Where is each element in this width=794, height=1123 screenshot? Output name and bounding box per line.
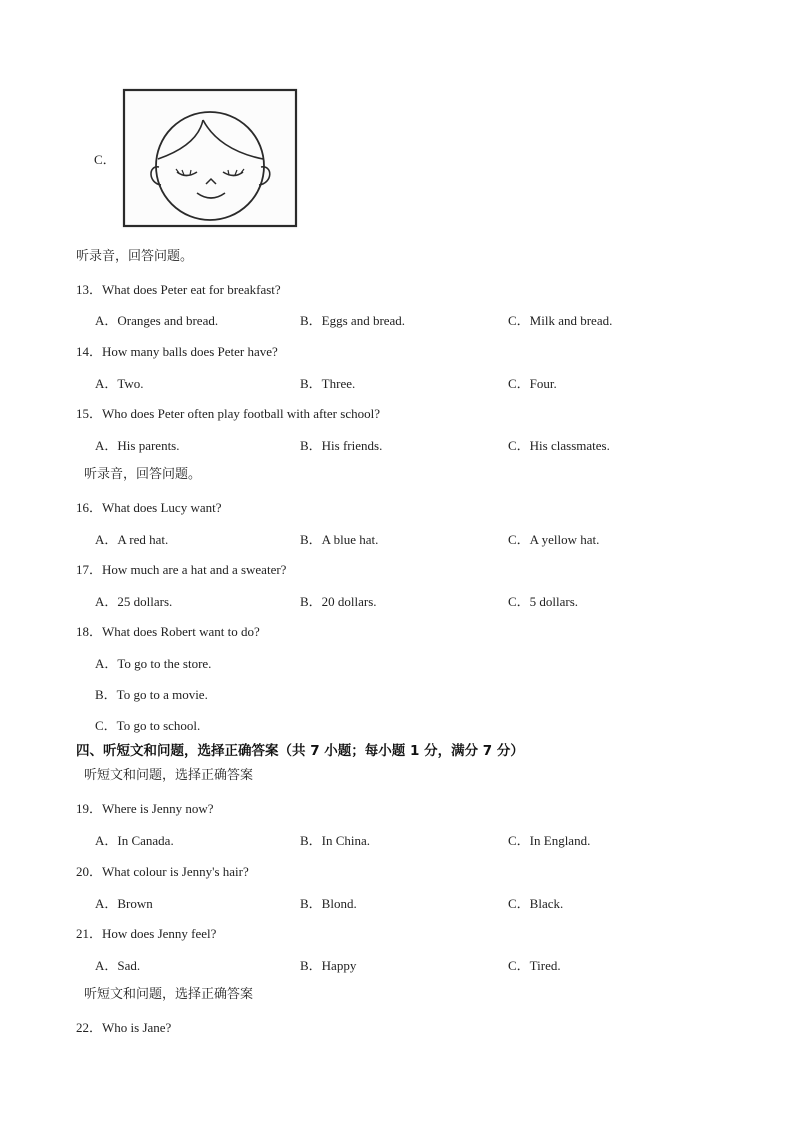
q16-option-a: A．A red hat. [95,532,169,547]
question-13: 13．What does Peter eat for breakfast? [76,282,281,297]
option-c-label: C． [94,152,116,167]
q14-option-a: A．Two. [95,376,144,391]
q20-option-a: A．Brown [95,896,153,911]
question-14: 14．How many balls does Peter have? [76,344,278,359]
question-16: 16．What does Lucy want? [76,500,222,515]
q19-option-a: A．In Canada. [95,833,174,848]
q20-option-c: C．Black. [508,896,564,911]
q14-option-b: B．Three. [300,376,356,391]
instruction-listen-passage: 听短文和问题，选择正确答案 [84,768,254,783]
q17-option-b: B．20 dollars. [300,594,377,609]
q16-option-c: C．A yellow hat. [508,532,600,547]
q21-option-b: B．Happy [300,958,357,973]
question-22: 22．Who is Jane? [76,1020,172,1035]
q18-option-a: A．To go to the store. [95,656,212,671]
question-20: 20．What colour is Jenny's hair? [76,864,249,879]
q18-option-b: B．To go to a movie. [95,687,208,702]
q20-option-b: B．Blond. [300,896,357,911]
question-21: 21．How does Jenny feel? [76,926,217,941]
question-15: 15．Who does Peter often play football with after school? [76,406,380,421]
instruction-listen-passage-2: 听短文和问题，选择正确答案 [84,987,254,1002]
q15-option-b: B．His friends. [300,438,383,453]
smiling-face-picture [121,87,299,229]
instruction-listen-recording-2: 听录音，回答问题。 [84,467,202,482]
q13-option-c: C．Milk and bread. [508,313,613,328]
question-18: 18．What does Robert want to do? [76,624,260,639]
q18-option-c: C．To go to school. [95,718,201,733]
q19-option-c: C．In England. [508,833,591,848]
question-19: 19．Where is Jenny now? [76,801,214,816]
q19-option-b: B．In China. [300,833,371,848]
q13-option-a: A．Oranges and bread. [95,313,219,328]
q21-option-c: C．Tired. [508,958,561,973]
q16-option-b: B．A blue hat. [300,532,379,547]
section-four-heading: 四、听短文和问题，选择正确答案（共 7 小题；每小题 1 分，满分 7 分） [76,743,524,759]
q14-option-c: C．Four. [508,376,557,391]
q17-option-c: C．5 dollars. [508,594,579,609]
question-17: 17．How much are a hat and a sweater? [76,562,287,577]
q15-option-a: A．His parents. [95,438,180,453]
instruction-listen-recording: 听录音，回答问题。 [76,249,194,264]
q21-option-a: A．Sad. [95,958,141,973]
q15-option-c: C．His classmates. [508,438,610,453]
q17-option-a: A．25 dollars. [95,594,173,609]
q13-option-b: B．Eggs and bread. [300,313,406,328]
